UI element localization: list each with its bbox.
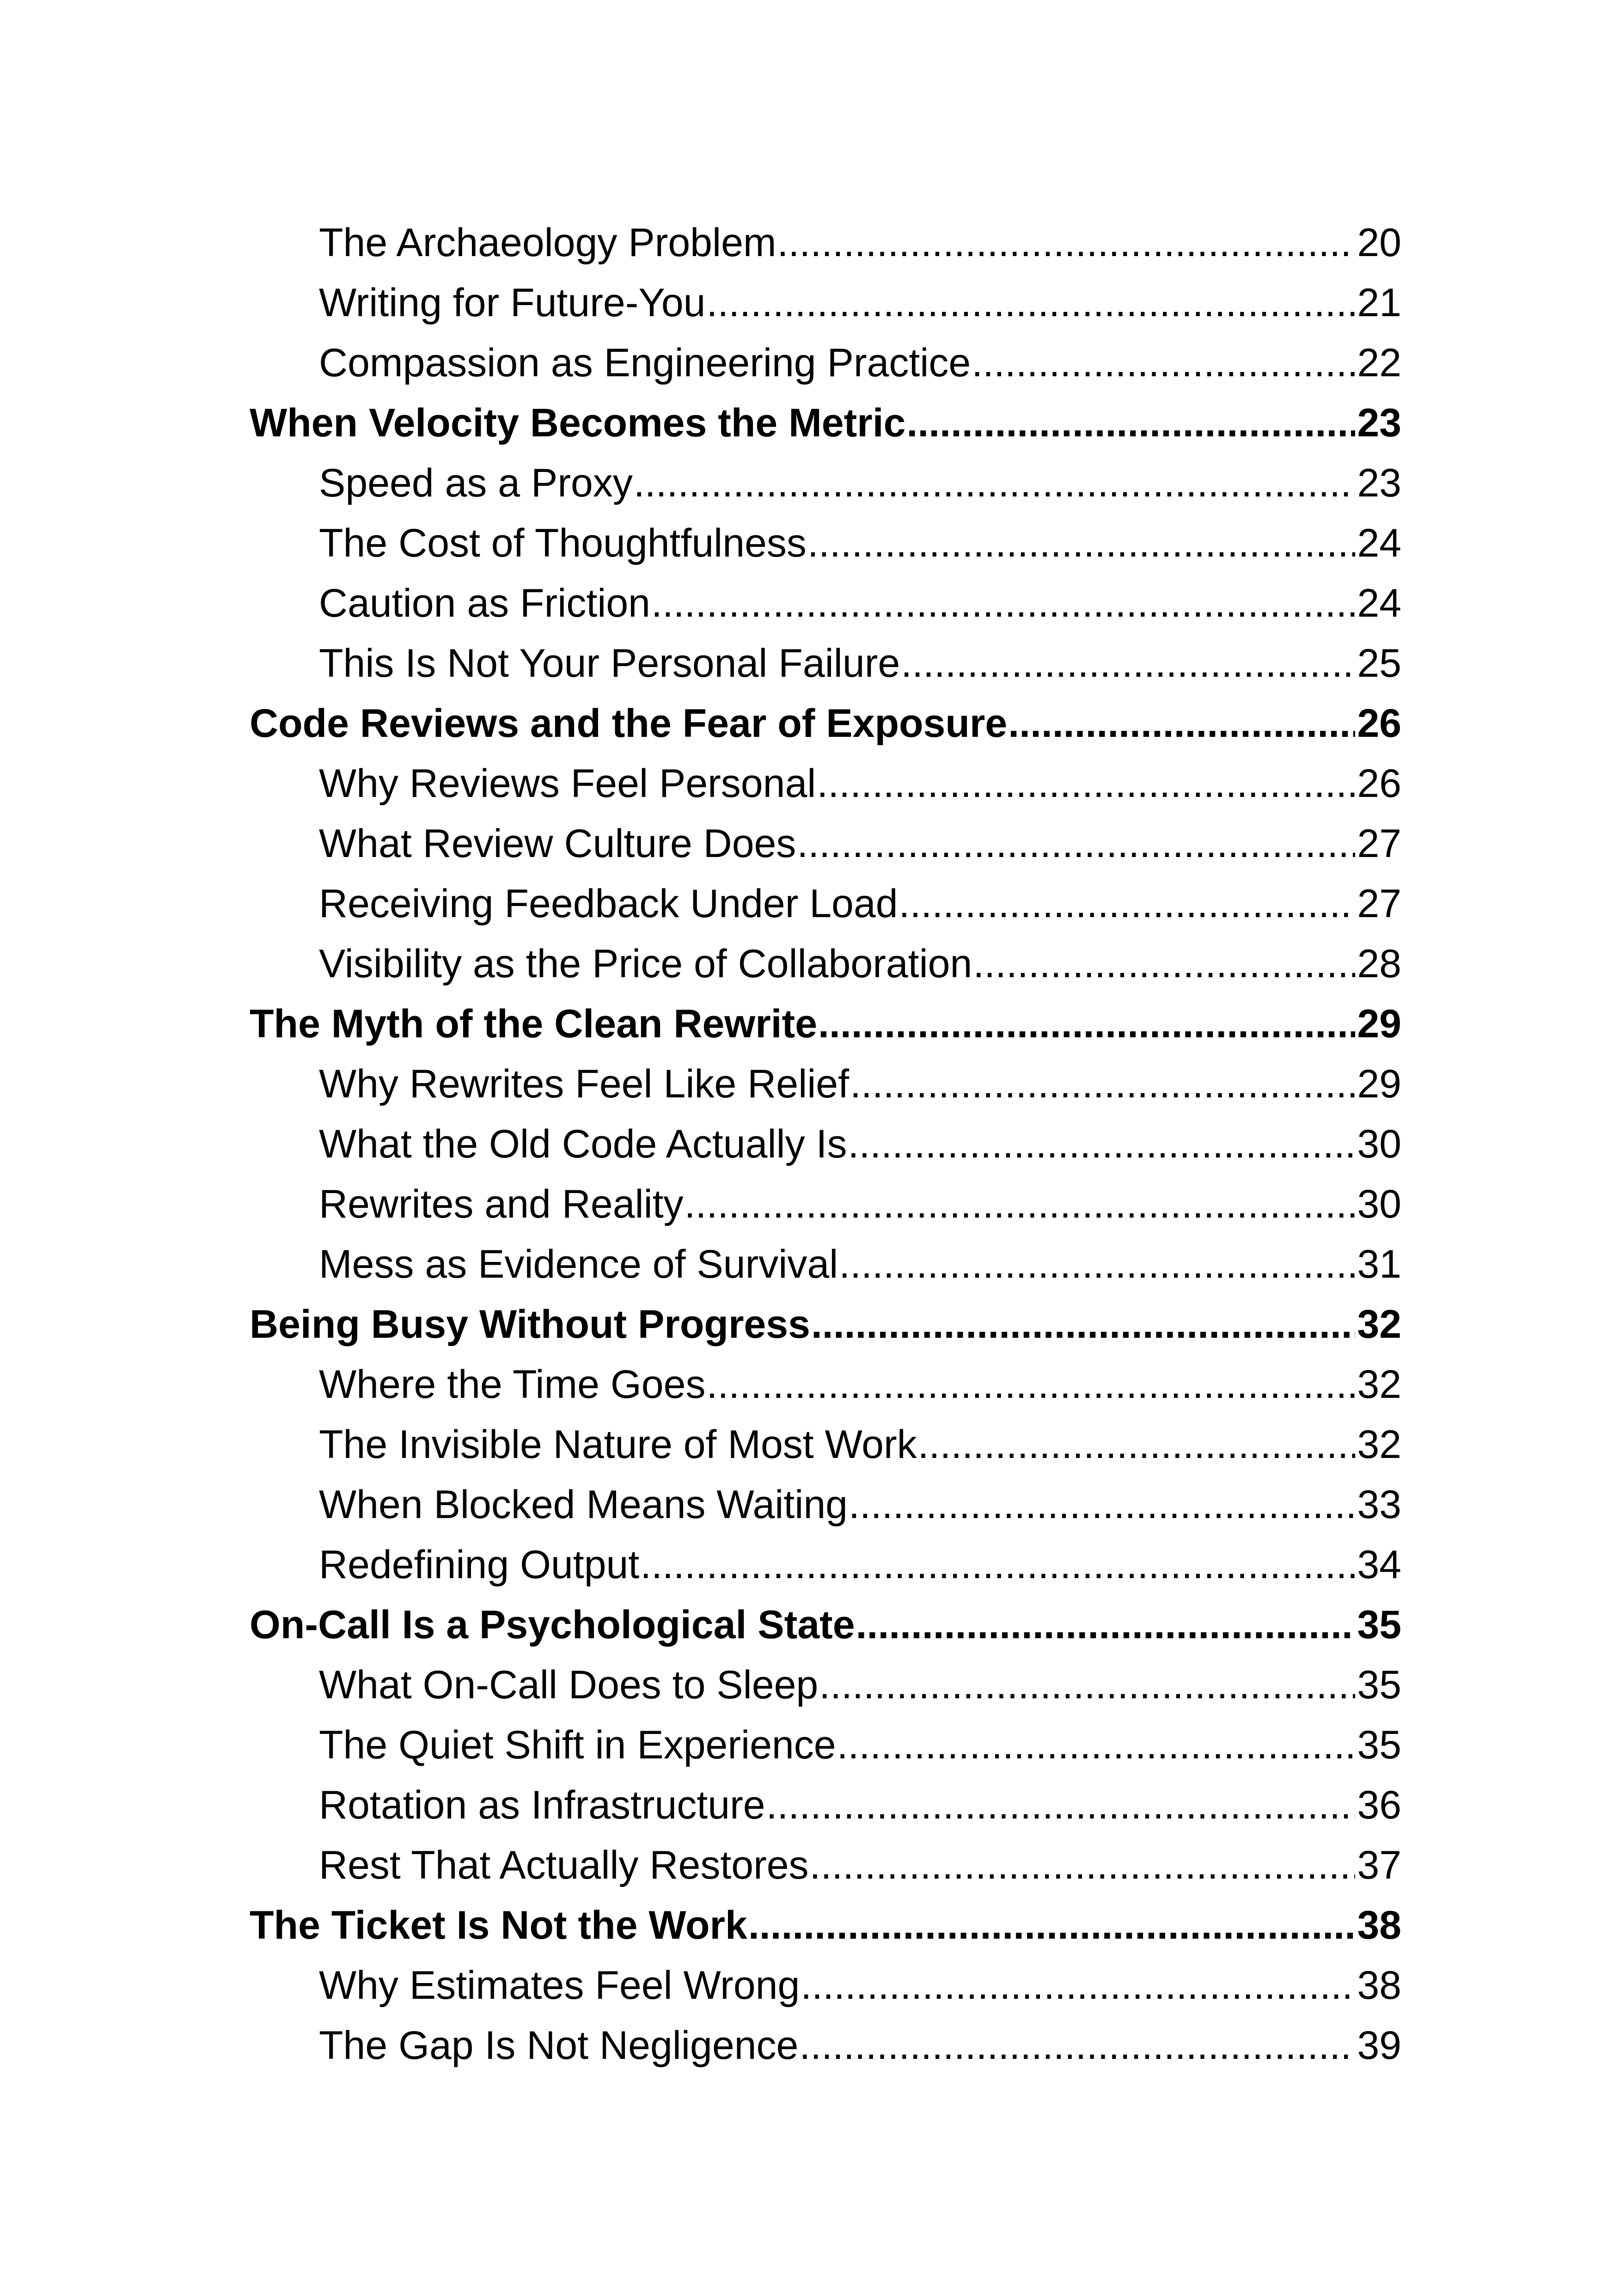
toc-entry-page-number: 38 — [1357, 1963, 1401, 2008]
toc-section-entry — [250, 2015, 1401, 2076]
toc-dot-leader — [640, 1535, 1355, 1595]
toc-dot-leader — [634, 453, 1355, 513]
toc-entry-title: The Ticket Is Not the Work — [250, 1903, 747, 1947]
toc-dot-leader — [918, 1414, 1355, 1475]
toc-entry-title: The Myth of the Clean Rewrite — [250, 1002, 818, 1046]
toc-entry-title: Mess as Evidence of Survival — [319, 1242, 838, 1286]
toc-entry-title: Visibility as the Price of Collaboration — [319, 942, 972, 986]
toc-entry-title: When Velocity Becomes the Metric — [250, 401, 906, 445]
toc-entry-title: Rotation as Infrastructure — [319, 1783, 765, 1827]
toc-dot-leader — [819, 1655, 1355, 1715]
toc-entry-page-number: 27 — [1357, 821, 1401, 866]
toc-entry-title: Rewrites and Reality — [319, 1182, 684, 1226]
toc-entry-title: When Blocked Means Waiting — [319, 1482, 848, 1527]
toc-section-entry — [250, 814, 1401, 874]
toc-entry-page-number: 39 — [1357, 2023, 1401, 2068]
toc-section-entry — [250, 1955, 1401, 2015]
toc-entry-page-number: 26 — [1357, 701, 1401, 746]
toc-dot-leader — [810, 1835, 1355, 1895]
toc-entry-page-number: 29 — [1357, 1062, 1401, 1106]
toc-dot-leader — [801, 1955, 1355, 2015]
toc-entry-page-number: 35 — [1357, 1723, 1401, 1767]
toc-entry-page-number: 25 — [1357, 641, 1401, 686]
toc-dot-leader — [973, 934, 1355, 994]
toc-entry-title: The Cost of Thoughtfulness — [319, 521, 807, 565]
toc-entry-page-number: 35 — [1357, 1663, 1401, 1707]
toc-section-entry — [250, 333, 1401, 393]
toc-entry-title: Rest That Actually Restores — [319, 1843, 809, 1887]
toc-entry-title: This Is Not Your Personal Failure — [319, 641, 900, 686]
toc-entry-page-number: 33 — [1357, 1482, 1401, 1527]
table-of-contents — [250, 213, 1401, 2076]
toc-dot-leader — [799, 2015, 1355, 2076]
toc-section-entry — [250, 1054, 1401, 1114]
toc-entry-page-number: 28 — [1357, 942, 1401, 986]
toc-entry-title: What On-Call Does to Sleep — [319, 1663, 819, 1707]
toc-entry-page-number: 32 — [1357, 1302, 1401, 1347]
toc-entry-title: Where the Time Goes — [319, 1362, 706, 1407]
toc-dot-leader — [839, 1234, 1355, 1294]
toc-entry-title: On-Call Is a Psychological State — [250, 1603, 855, 1647]
toc-entry-page-number: 35 — [1357, 1603, 1401, 1647]
toc-section-entry — [250, 1775, 1401, 1835]
toc-entry-title: Why Reviews Feel Personal — [319, 761, 816, 806]
toc-entry-title: Redefining Output — [319, 1543, 640, 1587]
toc-entry-page-number: 24 — [1357, 581, 1401, 625]
toc-dot-leader — [777, 213, 1355, 273]
toc-entry-page-number: 26 — [1357, 761, 1401, 806]
toc-section-entry — [250, 1114, 1401, 1174]
toc-entry-page-number: 31 — [1357, 1242, 1401, 1286]
toc-section-entry — [250, 633, 1401, 693]
toc-chapter-entry — [250, 693, 1401, 753]
toc-section-entry — [250, 874, 1401, 934]
toc-section-entry — [250, 1655, 1401, 1715]
toc-dot-leader — [811, 1294, 1355, 1354]
toc-entry-page-number: 30 — [1357, 1182, 1401, 1226]
toc-section-entry — [250, 1414, 1401, 1475]
toc-section-entry — [250, 1174, 1401, 1234]
toc-section-entry — [250, 573, 1401, 633]
toc-entry-page-number: 32 — [1357, 1422, 1401, 1467]
toc-chapter-entry — [250, 1294, 1401, 1354]
toc-dot-leader — [1008, 693, 1355, 753]
toc-entry-title: Compassion as Engineering Practice — [319, 341, 971, 385]
toc-entry-title: Writing for Future-You — [319, 281, 706, 325]
toc-entry-page-number: 20 — [1357, 220, 1401, 265]
toc-section-entry — [250, 453, 1401, 513]
toc-entry-page-number: 21 — [1357, 281, 1401, 325]
toc-entry-page-number: 24 — [1357, 521, 1401, 565]
toc-dot-leader — [856, 1595, 1355, 1655]
toc-entry-page-number: 37 — [1357, 1843, 1401, 1887]
toc-dot-leader — [706, 273, 1355, 333]
toc-dot-leader — [901, 633, 1355, 693]
toc-entry-title: What Review Culture Does — [319, 821, 796, 866]
toc-entry-title: Being Busy Without Progress — [250, 1302, 810, 1347]
toc-section-entry — [250, 1535, 1401, 1595]
toc-entry-title: The Invisible Nature of Most Work — [319, 1422, 917, 1467]
toc-dot-leader — [818, 994, 1355, 1054]
toc-entry-page-number: 36 — [1357, 1783, 1401, 1827]
toc-entry-page-number: 34 — [1357, 1543, 1401, 1587]
toc-dot-leader — [651, 573, 1355, 633]
toc-dot-leader — [797, 814, 1355, 874]
toc-entry-page-number: 30 — [1357, 1122, 1401, 1166]
toc-entry-page-number: 27 — [1357, 882, 1401, 926]
toc-dot-leader — [972, 333, 1355, 393]
toc-dot-leader — [848, 1114, 1355, 1174]
toc-entry-title: Caution as Friction — [319, 581, 650, 625]
toc-entry-title: Code Reviews and the Fear of Exposure — [250, 701, 1008, 746]
toc-entry-title: Why Rewrites Feel Like Relief — [319, 1062, 850, 1106]
toc-dot-leader — [706, 1354, 1355, 1414]
toc-dot-leader — [766, 1775, 1355, 1835]
toc-chapter-entry — [250, 393, 1401, 453]
toc-section-entry — [250, 1835, 1401, 1895]
toc-section-entry — [250, 273, 1401, 333]
toc-entry-page-number: 22 — [1357, 341, 1401, 385]
toc-section-entry — [250, 753, 1401, 814]
toc-section-entry — [250, 513, 1401, 573]
toc-entry-page-number: 32 — [1357, 1362, 1401, 1407]
toc-entry-title: Speed as a Proxy — [319, 461, 633, 505]
toc-entry-title: What the Old Code Actually Is — [319, 1122, 847, 1166]
toc-section-entry — [250, 1234, 1401, 1294]
toc-entry-title: The Gap Is Not Negligence — [319, 2023, 799, 2068]
toc-chapter-entry — [250, 1895, 1401, 1955]
toc-section-entry — [250, 1354, 1401, 1414]
toc-dot-leader — [850, 1054, 1355, 1114]
toc-dot-leader — [748, 1895, 1355, 1955]
toc-dot-leader — [807, 513, 1355, 573]
toc-dot-leader — [817, 753, 1355, 814]
toc-chapter-entry — [250, 994, 1401, 1054]
toc-entry-title: Receiving Feedback Under Load — [319, 882, 898, 926]
toc-entry-page-number: 23 — [1357, 461, 1401, 505]
toc-dot-leader — [849, 1475, 1355, 1535]
toc-dot-leader — [837, 1715, 1355, 1775]
toc-entry-page-number: 23 — [1357, 401, 1401, 445]
toc-section-entry — [250, 213, 1401, 273]
toc-section-entry — [250, 1475, 1401, 1535]
toc-chapter-entry — [250, 1595, 1401, 1655]
toc-entry-page-number: 29 — [1357, 1002, 1401, 1046]
toc-dot-leader — [685, 1174, 1355, 1234]
toc-dot-leader — [899, 874, 1355, 934]
toc-entry-title: The Quiet Shift in Experience — [319, 1723, 836, 1767]
toc-section-entry — [250, 934, 1401, 994]
toc-entry-title: The Archaeology Problem — [319, 220, 776, 265]
toc-dot-leader — [906, 393, 1355, 453]
toc-entry-page-number: 38 — [1357, 1903, 1401, 1947]
toc-section-entry — [250, 1715, 1401, 1775]
toc-entry-title: Why Estimates Feel Wrong — [319, 1963, 800, 2008]
